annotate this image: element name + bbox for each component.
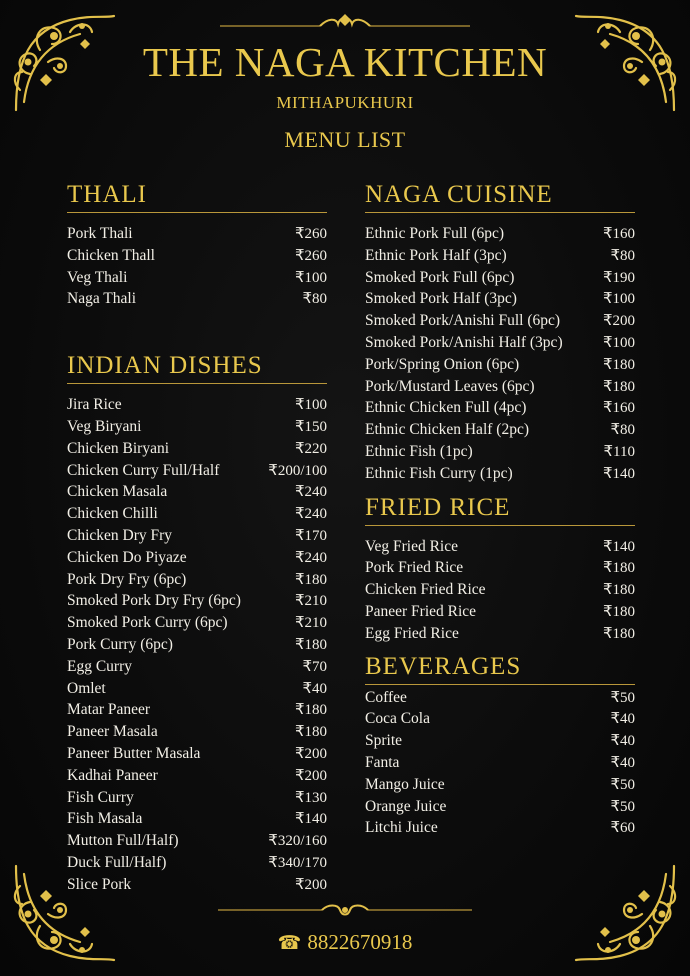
menu-item xyxy=(365,463,635,485)
item-name: Coca Cola xyxy=(365,710,430,728)
item-name: Paneer Fried Rice xyxy=(365,602,477,620)
menu-item xyxy=(365,332,635,354)
menu-item xyxy=(365,730,635,752)
item-price: ₹260 xyxy=(294,247,327,264)
menu-item xyxy=(365,267,635,289)
menu-item xyxy=(67,481,327,503)
item-name: Smoked Pork/Anishi Full (6pc) xyxy=(365,312,561,330)
item-name: Veg Fried Rice xyxy=(365,537,458,555)
item-price: ₹200 xyxy=(294,745,327,762)
menu-list-heading: MENU LIST xyxy=(284,127,406,152)
item-name: Pork Thali xyxy=(67,225,133,242)
item-price: ₹220 xyxy=(294,440,327,457)
item-price: ₹40 xyxy=(610,711,635,728)
left-column xyxy=(67,178,327,896)
menu-items xyxy=(365,687,635,840)
section-naga-cuisine xyxy=(365,178,635,485)
menu-item xyxy=(67,787,327,809)
item-price: ₹80 xyxy=(610,422,635,439)
menu-item xyxy=(67,223,327,245)
phone-number[interactable]: 8822670918 xyxy=(307,930,413,954)
menu-item xyxy=(67,656,327,678)
menu-item xyxy=(67,460,327,482)
bottom-divider-ornament-icon xyxy=(218,900,472,920)
item-name: Chicken Thall xyxy=(67,246,155,264)
item-price: ₹40 xyxy=(610,733,635,750)
item-price: ₹320/160 xyxy=(268,833,327,850)
menu-item xyxy=(365,579,635,601)
section-thali xyxy=(67,178,327,310)
item-price: ₹180 xyxy=(602,625,635,642)
item-price: ₹140 xyxy=(602,465,635,482)
item-price: ₹240 xyxy=(294,506,327,523)
menu-items xyxy=(365,223,635,485)
section-divider xyxy=(365,684,635,685)
item-price: ₹170 xyxy=(294,527,327,544)
item-name: Sprite xyxy=(365,732,403,750)
item-name: Egg Curry xyxy=(67,657,133,675)
menu-item xyxy=(365,397,635,419)
menu-item xyxy=(67,438,327,460)
item-price: ₹50 xyxy=(610,689,635,706)
item-price: ₹130 xyxy=(294,789,327,806)
item-price: ₹160 xyxy=(602,226,635,242)
menu-item xyxy=(365,419,635,441)
menu-item xyxy=(365,223,635,245)
item-price: ₹100 xyxy=(294,397,327,414)
item-price: ₹100 xyxy=(602,291,635,308)
section-divider xyxy=(365,212,635,213)
item-name: Egg Fried Rice xyxy=(365,624,459,642)
item-name: Smoked Pork Curry (6pc) xyxy=(67,614,228,632)
item-price: ₹200 xyxy=(602,313,635,330)
item-name: Mango Juice xyxy=(365,775,445,793)
item-name: Litchi Juice xyxy=(365,819,438,837)
item-price: ₹340/170 xyxy=(268,854,327,871)
section-divider xyxy=(67,212,327,213)
item-name: Matar Paneer xyxy=(67,701,151,719)
item-name: Chicken Masala xyxy=(67,483,168,501)
menu-item xyxy=(365,536,635,558)
menu-item xyxy=(365,623,635,645)
menu-item xyxy=(67,721,327,743)
menu-item xyxy=(365,441,635,463)
right-column xyxy=(365,178,635,839)
item-price: ₹180 xyxy=(602,560,635,577)
item-price: ₹100 xyxy=(294,269,327,286)
item-name: Coffee xyxy=(365,688,407,706)
item-price: ₹180 xyxy=(294,724,327,741)
item-price: ₹200 xyxy=(294,876,327,893)
menu-item xyxy=(67,830,327,852)
menu-item xyxy=(365,376,635,398)
item-price: ₹190 xyxy=(602,269,635,286)
item-price: ₹150 xyxy=(294,418,327,435)
menu-item xyxy=(67,634,327,656)
section-divider xyxy=(67,383,327,384)
menu-items xyxy=(67,223,327,310)
menu-item xyxy=(365,601,635,623)
item-name: Pork Fried Rice xyxy=(365,559,464,577)
item-price: ₹200/100 xyxy=(268,462,327,479)
item-price: ₹180 xyxy=(602,603,635,620)
menu-item xyxy=(365,354,635,376)
menu-item xyxy=(67,590,327,612)
menu-item xyxy=(365,310,635,332)
item-price: ₹80 xyxy=(610,247,635,264)
item-name: Orange Juice xyxy=(365,797,447,815)
section-divider xyxy=(365,525,635,526)
menu-item xyxy=(67,699,327,721)
item-price: ₹180 xyxy=(294,571,327,588)
menu-item xyxy=(67,288,327,310)
item-price: ₹200 xyxy=(294,767,327,784)
item-name: Fanta xyxy=(365,753,400,771)
item-name: Chicken Do Piyaze xyxy=(67,548,187,566)
menu-item xyxy=(365,557,635,579)
menu-item xyxy=(365,817,635,839)
section-title: THALI xyxy=(67,181,147,208)
item-price: ₹80 xyxy=(302,291,327,308)
item-price: ₹180 xyxy=(294,636,327,653)
section-title: BEVERAGES xyxy=(365,652,522,680)
section-indian-dishes xyxy=(67,349,327,895)
item-price: ₹140 xyxy=(294,811,327,828)
telephone-icon: ☎ xyxy=(277,933,302,954)
item-name: Veg Biryani xyxy=(67,417,142,435)
item-price: ₹180 xyxy=(294,702,327,719)
item-price: ₹70 xyxy=(302,658,327,675)
item-price: ₹260 xyxy=(294,226,327,242)
menu-item xyxy=(365,774,635,796)
menu-item xyxy=(67,612,327,634)
item-name: Chicken Fried Rice xyxy=(365,581,486,599)
menu-items xyxy=(365,536,635,645)
item-price: ₹210 xyxy=(294,593,327,610)
section-beverages xyxy=(365,650,635,840)
menu-item xyxy=(365,752,635,774)
location-label: MITHAPUKHURI xyxy=(276,93,414,112)
item-price: ₹140 xyxy=(602,538,635,555)
item-price: ₹40 xyxy=(302,680,327,697)
section-title: NAGA CUISINE xyxy=(365,181,553,208)
item-price: ₹210 xyxy=(294,615,327,632)
item-name: Mutton Full/Half) xyxy=(67,832,179,850)
item-name: Ethnic Fish (1pc) xyxy=(365,442,473,460)
item-price: ₹240 xyxy=(294,484,327,501)
item-price: ₹180 xyxy=(602,582,635,599)
menu-item xyxy=(67,416,327,438)
top-divider-ornament-icon xyxy=(220,12,470,32)
item-price: ₹180 xyxy=(602,378,635,395)
item-name: Pork Dry Fry (6pc) xyxy=(67,570,187,588)
item-name: Paneer Butter Masala xyxy=(67,744,201,762)
item-name: Chicken Chilli xyxy=(67,505,158,523)
item-name: Omlet xyxy=(67,679,106,697)
section-title: INDIAN DISHES xyxy=(67,352,263,380)
item-name: Fish Curry xyxy=(67,788,134,806)
item-name: Ethnic Fish Curry (1pc) xyxy=(365,464,513,482)
item-name: Duck Full/Half) xyxy=(67,853,167,871)
item-price: ₹50 xyxy=(610,776,635,793)
menu-item xyxy=(67,874,327,896)
menu-item xyxy=(67,525,327,547)
menu-item xyxy=(365,708,635,730)
item-price: ₹100 xyxy=(602,334,635,351)
menu-item xyxy=(67,678,327,700)
item-name: Smoked Pork Full (6pc) xyxy=(365,268,515,286)
menu-item xyxy=(365,687,635,709)
item-name: Chicken Biryani xyxy=(67,439,170,457)
item-price: ₹110 xyxy=(603,443,635,460)
item-name: Fish Masala xyxy=(67,810,143,828)
item-name: Chicken Dry Fry xyxy=(67,526,173,544)
phone-contact xyxy=(0,930,690,955)
item-price: ₹160 xyxy=(602,400,635,417)
menu-item xyxy=(365,288,635,310)
item-name: Veg Thali xyxy=(67,268,128,286)
menu-item xyxy=(67,852,327,874)
menu-item xyxy=(365,245,635,267)
item-price: ₹180 xyxy=(602,356,635,373)
item-name: Chicken Curry Full/Half xyxy=(67,461,220,479)
item-price: ₹40 xyxy=(610,754,635,771)
section-fried-rice xyxy=(365,491,635,645)
item-price: ₹240 xyxy=(294,549,327,566)
item-name: Pork/Mustard Leaves (6pc) xyxy=(365,377,535,395)
menu-item xyxy=(365,796,635,818)
item-name: Pork Curry (6pc) xyxy=(67,635,173,653)
item-price: ₹60 xyxy=(610,820,635,837)
menu-item xyxy=(67,743,327,765)
item-name: Slice Pork xyxy=(67,875,132,893)
item-name: Ethnic Pork Full (6pc) xyxy=(365,225,505,242)
item-name: Kadhai Paneer xyxy=(67,766,158,784)
item-name: Smoked Pork Dry Fry (6pc) xyxy=(67,592,241,610)
item-name: Paneer Masala xyxy=(67,723,158,741)
item-price: ₹50 xyxy=(610,798,635,815)
item-name: Ethnic Chicken Half (2pc) xyxy=(365,421,529,439)
menu-item xyxy=(67,808,327,830)
restaurant-title: THE NAGA KITCHEN xyxy=(142,39,548,85)
menu-item xyxy=(67,569,327,591)
menu-item xyxy=(67,765,327,787)
item-name: Jira Rice xyxy=(67,396,122,414)
section-title: FRIED RICE xyxy=(365,493,511,521)
menu-item xyxy=(67,503,327,525)
menu-item xyxy=(67,394,327,416)
item-name: Ethnic Pork Half (3pc) xyxy=(365,246,507,264)
item-name: Pork/Spring Onion (6pc) xyxy=(365,355,520,373)
menu-item xyxy=(67,267,327,289)
item-name: Ethnic Chicken Full (4pc) xyxy=(365,399,527,417)
item-name: Naga Thali xyxy=(67,290,137,308)
menu-item xyxy=(67,245,327,267)
menu-items xyxy=(67,394,327,895)
item-name: Smoked Pork Half (3pc) xyxy=(365,290,517,308)
menu-item xyxy=(67,547,327,569)
item-name: Smoked Pork/Anishi Half (3pc) xyxy=(365,333,563,351)
